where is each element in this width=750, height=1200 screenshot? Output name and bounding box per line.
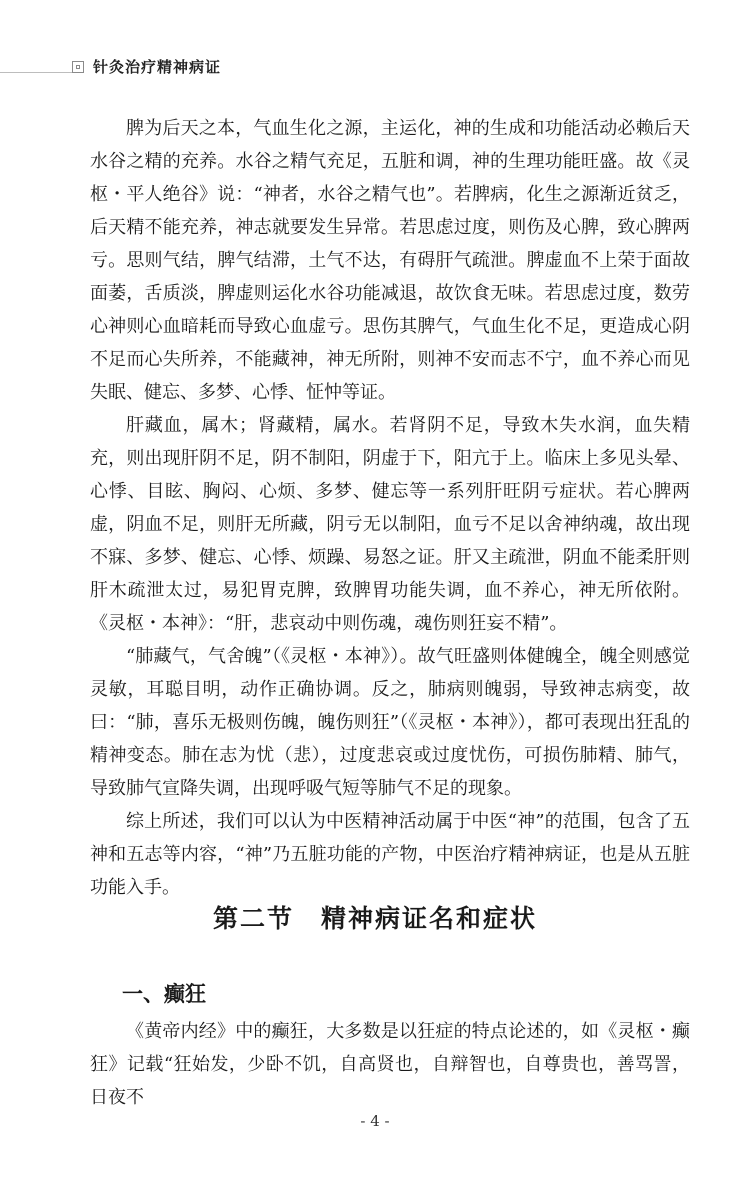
main-text — [90, 112, 690, 904]
square-ornament-icon — [72, 61, 84, 73]
page-number: - 4 - — [360, 1112, 390, 1130]
paragraph: 综上所述，我们可以认为中医精神活动属于中医“神”的范围，包含了五神和五志等内容，“神”乃五脏功能的产物，中医治疗精神病证，也是从五脏功能入手。 — [90, 811, 690, 898]
paragraph: 《黄帝内经》中的癫狂，大多数是以狂症的特点论述的，如《灵枢・癫狂》记载“狂始发，少卧不饥，自高贤也，自辩智也，自尊贵也，善骂詈，日夜不 — [90, 1021, 690, 1108]
header-rule — [0, 72, 72, 73]
subsection-heading: 一、癫狂 — [122, 982, 206, 1006]
paragraph: “肺藏气，气舍魄”（《灵枢・本神》）。故气旺盛则体健魄全，魄全则感觉灵敏，耳聪目明，动作正确协调。反之，肺病则魄弱，导致神志病变，故曰：“肺，喜乐无极则伤魄，魄伤则狂”（《灵枢・本神》），都可表现出狂乱的精神变态。肺在志为忧（悲），过度悲哀或过度忧伤，可损伤肺精、肺气，导致肺气宣降失调，出现呼吸气短等肺气不足的现象。 — [90, 646, 690, 799]
section-text — [90, 1015, 690, 1114]
paragraph: 肝藏血，属木；肾藏精，属水。若肾阴不足，导致木失水润，血失精充，则出现肝阴不足，阴不制阳，阴虚于下，阳亢于上。临床上多见头晕、心悸、目眩、胸闷、心烦、多梦、健忘等一系列肝旺阴亏症状。若心脾两虚，阴血不足，则肝无所藏，阴亏无以制阳，血亏不足以舍神纳魂，故出现不寐、多梦、健忘、心悸、烦躁、易怒之证。肝又主疏泄，阴血不能柔肝则肝木疏泄太过，易犯胃克脾，致脾胃功能失调，血不养心，神无所依附。《灵枢・本神》：“肝，悲哀动中则伤魂，魂伤则狂妄不精”。 — [90, 415, 690, 634]
book-title: 针灸治疗精神病证 — [93, 58, 222, 76]
section-heading: 第二节 精神病证名和症状 — [212, 904, 537, 933]
running-header — [0, 50, 750, 80]
paragraph: 脾为后天之本，气血生化之源，主运化，神的生成和功能活动必赖后天水谷之精的充养。水谷之精气充足，五脏和调，神的生理功能旺盛。故《灵枢・平人绝谷》说：“神者，水谷之精气也”。若脾病，化生之源渐近贫乏，后天精不能充养，神志就要发生异常。若思虑过度，则伤及心脾，致心脾两亏。思则气结，脾气结滞，土气不达，有碍肝气疏泄。脾虚血不上荣于面故面萎，舌质淡，脾虚则运化水谷功能减退，故饮食无味。若思虑过度，数劳心神则心血暗耗而导致心血虚亏。思伤其脾气，气血生化不足，更造成心阴不足而心失所养，不能藏神，神无所附，则神不安而志不宁，血不养心而见失眠、健忘、多梦、心悸、怔忡等证。 — [90, 118, 690, 403]
